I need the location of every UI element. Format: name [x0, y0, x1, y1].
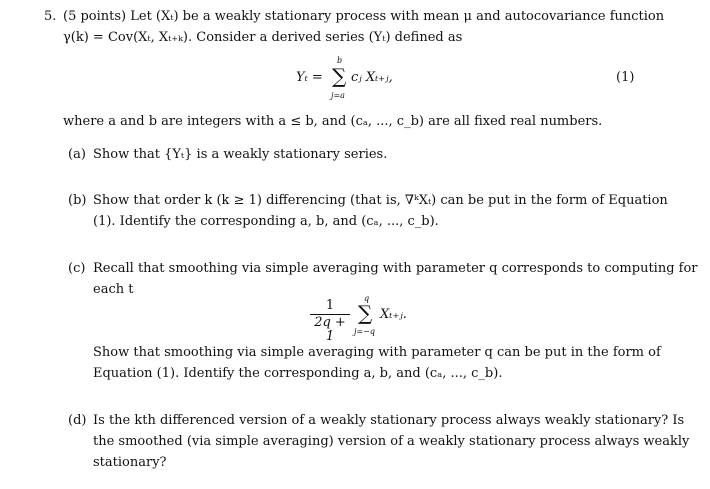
equation-1-term: cⱼ Xₜ₊ⱼ, — [351, 70, 393, 85]
equation-1-number: (1) — [616, 70, 635, 85]
part-d-label: (d) — [68, 413, 87, 428]
smoothing-lower-limit: j=−q — [354, 327, 376, 336]
part-c-line-2: each t — [93, 282, 134, 297]
part-d-line-2: the smoothed (via simple averaging) version of a weakly stationary process always weakly — [93, 434, 690, 449]
problem-intro-line-2: γ(k) = Cov(Xₜ, Xₜ₊ₖ). Consider a derived series (Yₜ) defined as — [63, 30, 463, 45]
smoothing-upper-limit: q — [364, 294, 370, 303]
smoothing-equation — [308, 293, 428, 344]
problem-number: 5. — [44, 9, 57, 24]
part-c-line-4: Equation (1). Identify the corresponding a, b, and (cₐ, ..., c_b). — [93, 366, 503, 381]
part-d-line-1: Is the kth differenced version of a weakly stationary process always weakly stationary? Is — [93, 413, 685, 428]
part-c-line-1: Recall that smoothing via simple averaging with parameter q corresponds to computing for — [93, 261, 698, 276]
equation-1 — [296, 56, 416, 102]
equation-1-upper-limit: b — [337, 56, 343, 65]
part-a-text: Show that {Yₜ} is a weakly stationary series. — [93, 147, 388, 162]
part-b-line-1: Show that order k (k ≥ 1) differencing (that is, ∇ᵏXₜ) can be put in the form of Equation — [93, 193, 668, 208]
part-c-label: (c) — [68, 261, 86, 276]
smoothing-sum-sign: ∑ — [358, 301, 373, 325]
smoothing-fraction-denominator: 2q + 1 — [314, 315, 346, 344]
equation-1-sum-sign: ∑ — [332, 64, 347, 88]
part-b-label: (b) — [68, 193, 87, 208]
equation-1-lhs: Yₜ = — [296, 70, 323, 85]
part-c-line-3: Show that smoothing via simple averaging with parameter q can be put in the form of — [93, 345, 661, 360]
smoothing-term: Xₜ₊ⱼ. — [380, 307, 407, 322]
part-b-line-2: (1). Identify the corresponding a, b, and (cₐ, ..., c_b). — [93, 214, 439, 229]
part-d-line-3: stationary? — [93, 455, 167, 470]
smoothing-fraction — [308, 299, 352, 344]
smoothing-fraction-numerator: 1 — [325, 298, 335, 313]
problem-intro-line-1: (5 points) Let (Xₜ) be a weakly stationary process with mean μ and autocovariance function — [63, 9, 665, 24]
part-a-label: (a) — [68, 147, 86, 162]
problem-intro-line-3: where a and b are integers with a ≤ b, and (cₐ, ..., c_b) are all fixed real numbers. — [63, 114, 603, 129]
equation-1-lower-limit: j=a — [331, 91, 345, 100]
